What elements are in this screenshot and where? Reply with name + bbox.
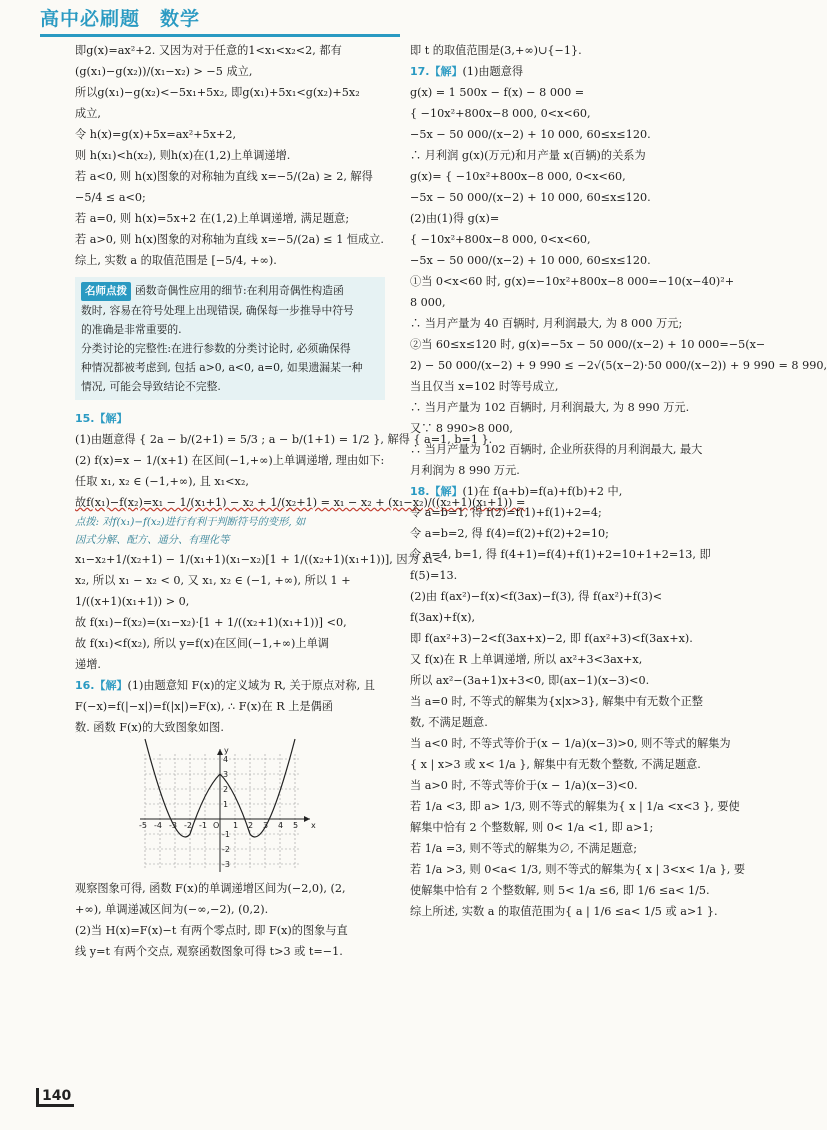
text-line: 令 a=b=1, 得 f(2)=f(1)+f(1)+2=4;: [410, 506, 602, 519]
text-line: 递增.: [75, 658, 101, 671]
text-line: ②当 60≤x≤120 时, g(x)=−5x − 50 000/(x−2) + 10 000=−5(x−: [410, 338, 766, 351]
text-line: 当且仅当 x=102 时等号成立,: [410, 380, 559, 393]
text-line: 令 h(x)=g(x)+5x=ax²+5x+2,: [75, 128, 237, 141]
origin-label: O: [213, 821, 220, 830]
text-line: f(3ax)+f(x),: [410, 611, 476, 624]
text-line: 月利润为 8 990 万元.: [410, 464, 520, 477]
hint-line: 因式分解、配方、通分、有理化等: [75, 534, 230, 546]
x-axis-label: x: [311, 821, 316, 830]
hint-note: [75, 513, 385, 549]
x-tick-label: 2: [248, 821, 254, 830]
text-line: 若 a=0, 则 h(x)=5x+2 在(1,2)上单调递增, 满足题意;: [75, 212, 350, 225]
text-line: (1)由题意得 { 2a − b/(2+1) = 5/3 ; a − b/(1+1) = 1/2 }, 解得 { a=1, b=1 }.: [75, 433, 493, 446]
right-column: [410, 40, 827, 922]
text-line: 使解集中恰有 2 个整数解, 则 5< 1/a ≤6, 即 1/6 ≤a< 1/5.: [410, 884, 710, 897]
x-tick-label: -3: [169, 821, 177, 830]
x-tick-label: 3: [263, 821, 269, 830]
y-tick-label: -3: [222, 860, 230, 869]
text-line: { −10x²+800x−8 000, 0<x<60,: [410, 107, 591, 120]
text-line: 若 1/a =3, 则不等式的解集为∅, 不满足题意;: [410, 842, 637, 855]
question-number: 18.: [410, 485, 430, 498]
text-line: +∞), 单调递减区间为(−∞,−2), (0,2).: [75, 903, 269, 916]
text-line: ∴ 月利润 g(x)(万元)和月产量 x(百辆)的关系为: [410, 149, 646, 162]
text-line: 又∵ 8 990>8 000,: [410, 422, 513, 435]
page-header: [0, 0, 800, 44]
text-line: g(x)= { −10x²+800x−8 000, 0<x<60,: [410, 170, 626, 183]
text-line: 则 h(x₁)<h(x₂), 则h(x)在(1,2)上单调递增.: [75, 149, 291, 162]
intro-block: [75, 40, 385, 271]
question-17: [410, 61, 827, 481]
text-line: 故 f(x₁)<f(x₂), 所以 y=f(x)在区间(−1,+∞)上单调: [75, 637, 329, 650]
function-graph: [135, 744, 325, 874]
text-line: 故 f(x₁)−f(x₂)=(x₁−x₂)·[1 + 1/((x₂+1)(x₁+1))] <0,: [75, 616, 347, 629]
tip-text: 的准确是非常重要的.: [81, 323, 182, 336]
hint-line: 点拨: 对f(x₁)−f(x₂)进行有利于判断符号的变形, 如: [75, 516, 306, 528]
text-line: 若 a<0, 则 h(x)图象的对称轴为直线 x=−5/(2a) ≥ 2, 解得: [75, 170, 373, 183]
y-tick-label: 1: [223, 800, 229, 809]
text-line: 即 f(ax²+3)−2<f(3ax+x)−2, 即 f(ax²+3)<f(3ax+x).: [410, 632, 693, 645]
text-line: (g(x₁)−g(x₂))/(x₁−x₂) > −5 成立,: [75, 65, 253, 78]
text-line: 数. 函数 F(x)的大致图象如图.: [75, 721, 224, 734]
book-title: 高中必刷题 数学: [40, 8, 201, 30]
text-line: 成立,: [75, 107, 101, 120]
y-tick-label: -2: [222, 845, 230, 854]
tip-text: 分类讨论的完整性:在进行参数的分类讨论时, 必须确保得: [81, 342, 351, 355]
text-line: 综上所述, 实数 a 的取值范围为{ a | 1/6 ≤a< 1/5 或 a>1 }.: [410, 905, 718, 918]
text-line: ∴ 当月产量为 40 百辆时, 月利润最大, 为 8 000 万元;: [410, 317, 683, 330]
y-axis-label: y: [224, 746, 229, 755]
text-line: ∴ 当月产量为 102 百辆时, 企业所获得的月利润最大, 最大: [410, 443, 703, 456]
text-line: 令 a=b=2, 得 f(4)=f(2)+f(2)+2=10;: [410, 527, 609, 540]
solution-tag: 【解】: [94, 679, 128, 692]
text-line: 若 a>0, 则 h(x)图象的对称轴为直线 x=−5/(2a) ≤ 1 恒成立.: [75, 233, 384, 246]
text-line: 1/((x+1)(x₁+1)) > 0,: [75, 595, 190, 608]
text-line: −5x − 50 000/(x−2) + 10 000, 60≤x≤120.: [410, 254, 651, 267]
question-number: 17.: [410, 65, 430, 78]
text-line: 综上, 实数 a 的取值范围是 [−5/4, +∞).: [75, 254, 277, 267]
x-tick-label: -4: [154, 821, 162, 830]
y-tick-label: 3: [223, 770, 229, 779]
solution-tag: 【解】: [94, 412, 128, 425]
graph-svg: [135, 744, 325, 874]
text-line: 故f(x₁)−f(x₂)=x₁ − 1/(x₁+1) − x₂ + 1/(x₂+1) = x₁ − x₂ + (x₁−x₂)/((x₂+1)(x₁+1)) =: [75, 496, 526, 509]
y-tick-label: 2: [223, 785, 229, 794]
text-line: (2)由(1)得 g(x)=: [410, 212, 500, 225]
text-line: { x | x>3 或 x< 1/a }, 解集中有无数个整数, 不满足题意.: [410, 758, 701, 771]
tip-text: 种情况都被考虑到, 包括 a>0, a<0, a=0, 如果遗漏某一种: [81, 361, 363, 374]
question-16: [75, 675, 385, 962]
x-tick-label: 4: [278, 821, 284, 830]
tip-text: 数时, 容易在符号处理上出现错误, 确保每一步推导中符号: [81, 304, 354, 317]
tip-box: [75, 277, 385, 400]
header-rule: [40, 34, 400, 37]
text-line: −5/4 ≤ a<0;: [75, 191, 146, 204]
text-line: 若 1/a <3, 即 a> 1/3, 则不等式的解集为{ x | 1/a <x<3 }, 要使: [410, 800, 740, 813]
question-number: 16.: [75, 679, 95, 692]
text-line: (2) f(x)=x − 1/(x+1) 在区间(−1,+∞)上单调递增, 理由如下:: [75, 454, 385, 467]
text-line: 当 a<0 时, 不等式等价于(x − 1/a)(x−3)>0, 则不等式的解集为: [410, 737, 731, 750]
text-line: 数, 不满足题意.: [410, 716, 488, 729]
text-line: F(−x)=f(|−x|)=f(|x|)=F(x), ∴ F(x)在 R 上是偶函: [75, 700, 333, 713]
text-line: 当 a=0 时, 不等式的解集为{x|x>3}, 解集中有无数个正整: [410, 695, 703, 708]
text-line: (1)由题意知 F(x)的定义域为 R, 关于原点对称, 且: [127, 679, 375, 692]
text-line: (1)在 f(a+b)=f(a)+f(b)+2 中,: [462, 485, 623, 498]
text-line: x₂, 所以 x₁ − x₂ < 0, 又 x₁, x₂ ∈ (−1, +∞), 所以 1 +: [75, 574, 351, 587]
text-line: (1)由题意得: [462, 65, 524, 78]
text-line: 即g(x)=ax²+2. 又因为对于任意的1<x₁<x₂<2, 都有: [75, 44, 342, 57]
text-line: 即 t 的取值范围是(3,+∞)∪{−1}.: [410, 44, 582, 57]
tip-text: 函数奇偶性应用的细节:在利用奇偶性构造函: [135, 284, 344, 297]
x-tick-label: -5: [139, 821, 147, 830]
text-line: −5x − 50 000/(x−2) + 10 000, 60≤x≤120.: [410, 128, 651, 141]
x-tick-label: -1: [199, 821, 207, 830]
text-line: −5x − 50 000/(x−2) + 10 000, 60≤x≤120.: [410, 191, 651, 204]
text-line: { −10x²+800x−8 000, 0<x<60,: [410, 233, 591, 246]
solution-tag: 【解】: [429, 65, 463, 78]
solution-tag: 【解】: [429, 485, 463, 498]
text-line: ①当 0<x<60 时, g(x)=−10x²+800x−8 000=−10(x−40)²+: [410, 275, 735, 288]
text-line: f(5)=13.: [410, 569, 458, 582]
text-line: 若 1/a >3, 则 0<a< 1/3, 则不等式的解集为{ x | 3<x< 1/a }, 要: [410, 863, 746, 876]
text-line: (2)由 f(ax²)−f(x)<f(3ax)−f(3), 得 f(ax²)+f(3)<: [410, 590, 663, 603]
text-line: 任取 x₁, x₂ ∈ (−1,+∞), 且 x₁<x₂,: [75, 475, 249, 488]
x-tick-label: 5: [293, 821, 299, 830]
text-line: x₁−x₂+1/(x₂+1) − 1/(x₁+1)(x₁−x₂)[1 + 1/((x₂+1)(x₁+1))], 因为 x₁<: [75, 553, 443, 566]
text-line: 当 a>0 时, 不等式等价于(x − 1/a)(x−3)<0.: [410, 779, 638, 792]
page-number: 140: [36, 1088, 74, 1107]
text-line: 解集中恰有 2 个整数解, 则 0< 1/a <1, 即 a>1;: [410, 821, 654, 834]
x-axis-arrow: [304, 816, 310, 822]
y-tick-label: 4: [223, 755, 229, 764]
y-tick-label: -1: [222, 830, 230, 839]
text-line: 8 000,: [410, 296, 446, 309]
text-line: 令 a=4, b=1, 得 f(4+1)=f(4)+f(1)+2=10+1+2=13, 即: [410, 548, 711, 561]
text-line: ∴ 当月产量为 102 百辆时, 月利润最大, 为 8 990 万元.: [410, 401, 690, 414]
x-tick-label: -2: [184, 821, 192, 830]
tip-tag: 名师点拨: [81, 282, 131, 301]
x-tick-label: 1: [233, 821, 239, 830]
tip-text: 情况, 可能会导致结论不完整.: [81, 380, 221, 393]
text-line: 所以g(x₁)−g(x₂)<−5x₁+5x₂, 即g(x₁)+5x₁<g(x₂)+5x₂: [75, 86, 360, 99]
question-number: 15.: [75, 412, 95, 425]
text-line: 线 y=t 有两个交点, 观察函数图象可得 t>3 或 t=−1.: [75, 945, 343, 958]
text-line: 又 f(x)在 R 上单调递增, 所以 ax²+3<3ax+x,: [410, 653, 643, 666]
text-line: (2)当 H(x)=F(x)−t 有两个零点时, 即 F(x)的图象与直: [75, 924, 348, 937]
question-18: [410, 481, 746, 922]
text-line: 所以 ax²−(3a+1)x+3<0, 即(ax−1)(x−3)<0.: [410, 674, 650, 687]
text-line: g(x) = 1 500x − f(x) − 8 000 =: [410, 86, 585, 99]
text-line: 观察图象可得, 函数 F(x)的单调递增区间为(−2,0), (2,: [75, 882, 346, 895]
text-line: 2) − 50 000/(x−2) + 9 990 ≤ −2√(5(x−2)·50 000/(x−2)) + 9 990 = 8 990,: [410, 359, 827, 372]
